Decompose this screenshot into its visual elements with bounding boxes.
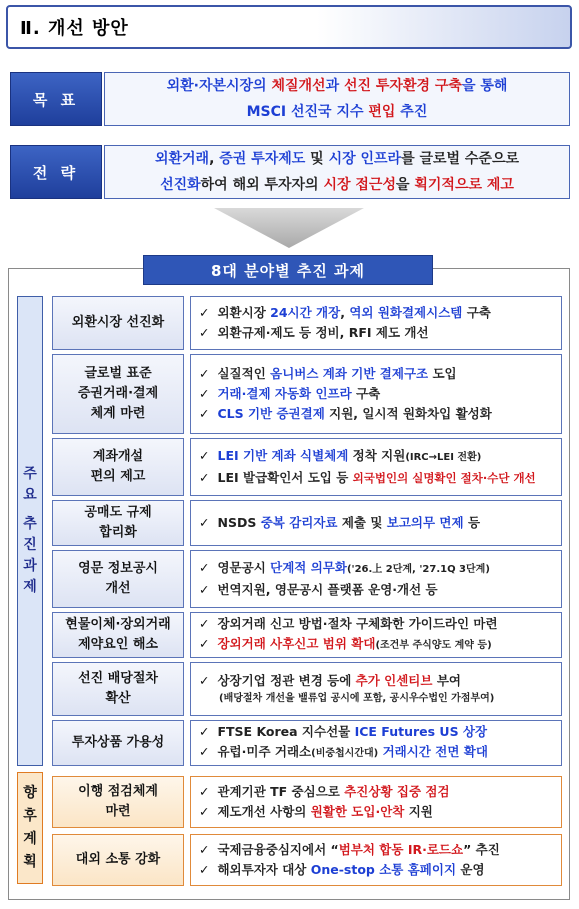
text-segment: 지원, 일시적 원화차입 활성화: [324, 406, 492, 421]
text-segment: 시장 접근성: [323, 177, 396, 193]
goal-text: [104, 72, 570, 126]
side-label-char: 주: [23, 466, 37, 482]
text-segment: 외환시장: [217, 305, 271, 320]
task-item-text: [217, 513, 480, 533]
check-mark-icon: ✓: [199, 724, 210, 739]
task-item: [199, 384, 561, 404]
task-category-line: 마련: [105, 804, 131, 819]
task-item: [199, 671, 561, 691]
task-item: [199, 802, 561, 822]
task-item-text: [217, 840, 499, 860]
text-segment: 추진상황 집중 점검: [344, 784, 450, 799]
task-items: [190, 720, 562, 766]
goal-line-2: [247, 99, 428, 125]
text-segment: 해외투자자 대상: [217, 862, 311, 877]
task-item: [199, 634, 561, 656]
task-category: [52, 612, 184, 658]
task-category: [52, 354, 184, 434]
task-item-text: [217, 580, 437, 600]
text-segment: 보고의무 면제: [386, 515, 464, 530]
text-segment: 구축: [462, 305, 491, 320]
task-item-text: [217, 404, 491, 424]
text-segment: MSCI 선진국 지수: [246, 104, 369, 120]
check-mark-icon: ✓: [199, 366, 210, 381]
side-label-char: 제: [23, 579, 37, 595]
task-item: [199, 513, 561, 533]
task-category: [52, 662, 184, 716]
text-segment: (조건부 주식양도 계약 등): [375, 640, 492, 651]
text-segment: 하여 해외 투자자의: [200, 177, 324, 193]
task-item: [199, 782, 561, 802]
text-segment: ,: [209, 151, 220, 167]
strategy-line-1: [155, 146, 519, 172]
check-mark-icon: ✓: [199, 582, 210, 597]
text-segment: 선진화: [160, 177, 201, 193]
section-header: [6, 5, 572, 49]
text-segment: 추진: [395, 104, 428, 120]
task-items: [190, 296, 562, 350]
task-item-text: [217, 558, 489, 580]
text-segment: 거래시간 전면 확대: [378, 744, 488, 759]
text-segment: ('26.上 2단계, '27.1Q 3단계): [346, 564, 490, 575]
task-item-text: [217, 384, 380, 404]
task-item: [199, 404, 561, 424]
task-item: [199, 323, 561, 343]
task-item-text: [217, 782, 449, 802]
task-category-line: 체계 마련: [90, 406, 146, 421]
side-label-future-plans: [17, 772, 43, 884]
text-segment: 를 글로벌 수준으로: [401, 151, 520, 167]
text-segment: (비중첩시간대): [311, 748, 379, 759]
side-label-char: 요: [23, 487, 37, 503]
task-item-text: [217, 802, 432, 822]
task-category-line: 글로벌 표준: [84, 366, 152, 381]
text-segment: 외환규제·제도 등 정비, RFI 제도 개선: [217, 325, 429, 340]
task-items: [190, 612, 562, 658]
text-segment: LEI 발급확인서 도입 등: [217, 470, 353, 485]
text-segment: 운영: [456, 862, 485, 877]
check-mark-icon: ✓: [199, 673, 210, 688]
task-category: [52, 500, 184, 546]
task-items: [190, 834, 562, 886]
side-label-char: 진: [23, 537, 37, 553]
text-segment: 실질적인: [217, 366, 271, 381]
side-label-char: 추: [23, 516, 37, 532]
task-item: [199, 580, 561, 600]
text-segment: 외국법인의 실명확인 절차·수단 개선: [352, 471, 536, 485]
task-item: [199, 303, 561, 323]
task-category: [52, 720, 184, 766]
task-item: [199, 840, 561, 860]
text-segment: 선진 투자환경 구축: [343, 78, 462, 94]
task-category-line: 증권거래·결제: [77, 386, 159, 401]
task-item-text: [217, 722, 487, 742]
task-item-text: [217, 671, 461, 691]
task-category-line: 이행 점검체계: [78, 784, 158, 799]
text-segment: 지원: [404, 804, 433, 819]
text-segment: One-stop 소통 홈페이지: [310, 862, 457, 877]
task-category-line: 영문 정보공시: [78, 561, 158, 576]
check-mark-icon: ✓: [199, 784, 210, 799]
goal-label: 목 표: [10, 72, 102, 126]
task-category-line: 외환시장 선진화: [71, 315, 165, 330]
side-label-char: [28, 506, 33, 514]
text-segment: 을: [395, 177, 415, 193]
task-category: [52, 776, 184, 828]
task-item-text: [217, 634, 491, 656]
side-label-char: 계: [23, 831, 37, 847]
text-segment: ” 추진: [463, 842, 500, 857]
check-mark-icon: ✓: [199, 636, 210, 651]
task-item-text: [217, 614, 497, 634]
task-item-text: [217, 446, 481, 468]
task-category-line: 제약요인 해소: [78, 637, 158, 652]
check-mark-icon: ✓: [199, 406, 210, 421]
text-segment: 24시간 개장: [270, 305, 341, 320]
task-item: [199, 614, 561, 634]
task-item-note: (배당절차 개선을 밸류업 공시에 포함, 공시우수법인 가점부여): [219, 693, 495, 704]
task-category-line: 공매도 규제: [84, 505, 152, 520]
task-category-line: 합리화: [99, 525, 137, 540]
task-category-line: 확산: [105, 691, 131, 706]
text-segment: 단계적 의무화: [270, 560, 347, 575]
text-segment: 제출 및: [337, 515, 387, 530]
goal-line-1: [167, 73, 508, 99]
side-label-main-tasks: [17, 296, 43, 766]
strategy-line-2: [160, 172, 514, 198]
task-item-text: [217, 468, 535, 488]
text-segment: 상장기업 정관 변경 등에: [217, 673, 356, 688]
text-segment: 획기적으로 제고: [414, 177, 514, 193]
text-segment: 편입: [368, 104, 396, 120]
side-label-char: 향: [23, 785, 37, 801]
task-item: [199, 558, 561, 580]
task-category-line: 선진 배당절차: [78, 671, 158, 686]
text-segment: 장외거래 사후신고 범위 확대: [217, 636, 376, 651]
task-category: [52, 296, 184, 350]
task-item: [199, 860, 561, 880]
task-category-line: 현물이체·장외거래: [65, 617, 171, 632]
text-segment: 거래·결제 자동화 인프라: [217, 386, 352, 401]
check-mark-icon: ✓: [199, 842, 210, 857]
text-segment: ICE Futures US 상장: [354, 724, 488, 739]
task-item: [199, 364, 561, 384]
text-segment: 추가 인센티브: [355, 673, 433, 688]
task-category-line: 대외 소통 강화: [75, 852, 161, 867]
text-segment: 등: [463, 515, 481, 530]
check-mark-icon: ✓: [199, 616, 210, 631]
check-mark-icon: ✓: [199, 448, 210, 463]
text-segment: 정착 지원: [348, 448, 406, 463]
task-item: [199, 722, 561, 742]
text-segment: CLS 기반 증권결제: [217, 406, 325, 421]
text-segment: 외환거래: [154, 151, 210, 167]
check-mark-icon: ✓: [199, 386, 210, 401]
text-segment: 과: [325, 78, 344, 94]
check-mark-icon: ✓: [199, 305, 210, 320]
check-mark-icon: ✓: [199, 470, 210, 485]
text-segment: ,: [340, 305, 350, 320]
task-category-line: 개선: [105, 581, 131, 596]
text-segment: 관계기관 TF 중심으로: [217, 784, 345, 799]
task-item-text: [217, 323, 428, 343]
task-item-text: [217, 742, 487, 764]
text-segment: 영문공시: [217, 560, 271, 575]
task-item-text: [217, 860, 484, 880]
check-mark-icon: ✓: [199, 862, 210, 877]
task-item-text: [217, 303, 490, 323]
side-label-char: 과: [23, 558, 37, 574]
side-label-char: 획: [23, 854, 37, 870]
task-items: [190, 500, 562, 546]
task-items: [190, 354, 562, 434]
text-segment: FTSE Korea 지수선물: [217, 724, 355, 739]
check-mark-icon: ✓: [199, 804, 210, 819]
text-segment: 및: [305, 151, 329, 167]
text-segment: 외환·자본시장의: [166, 78, 272, 94]
task-category-line: 편의 제고: [90, 469, 146, 484]
check-mark-icon: ✓: [199, 515, 210, 530]
check-mark-icon: ✓: [199, 560, 210, 575]
text-segment: 원활한 도입·안착: [310, 804, 405, 819]
text-segment: 중복 감리자료: [260, 515, 338, 530]
task-items: [190, 438, 562, 496]
task-item: [199, 446, 561, 468]
text-segment: 번역지원, 영문공시 플랫폼 운영·개선 등: [217, 582, 438, 597]
text-segment: NSDS: [217, 515, 261, 530]
check-mark-icon: ✓: [199, 325, 210, 340]
task-item: [199, 468, 561, 488]
task-items: [190, 662, 562, 716]
task-item: [199, 742, 561, 764]
section-title: Ⅱ. 개선 방안: [20, 18, 129, 39]
text-segment: 증권 투자제도: [219, 151, 306, 167]
task-category-line: 투자상품 가용성: [71, 735, 165, 750]
text-segment: 옴니버스 계좌 기반 결제구조: [270, 366, 429, 381]
text-segment: 체질개선: [271, 78, 326, 94]
text-segment: 구축: [351, 386, 381, 401]
task-category-line: 계좌개설: [92, 449, 144, 464]
text-segment: 부여: [432, 673, 461, 688]
text-segment: LEI 기반 계좌 식별체계: [217, 448, 349, 463]
task-items: [190, 550, 562, 608]
down-arrow-icon: [214, 208, 364, 248]
text-segment: 시장 인프라: [328, 151, 402, 167]
task-items: [190, 776, 562, 828]
tasks-title: 8대 분야별 추진 과제: [143, 255, 433, 285]
text-segment: 장외거래 신고 방법·절차 구체화한 가이드라인 마련: [217, 616, 498, 631]
side-label-char: 후: [23, 808, 37, 824]
text-segment: 도입: [428, 366, 457, 381]
strategy-label: 전 략: [10, 145, 102, 199]
text-segment: 역외 원화결제시스템: [349, 305, 463, 320]
text-segment: 유럽·미주 거래소: [217, 744, 312, 759]
task-category: [52, 438, 184, 496]
text-segment: 범부처 합동 IR·로드쇼: [338, 842, 464, 857]
text-segment: 제도개선 사항의: [217, 804, 311, 819]
task-item-text: [217, 364, 456, 384]
text-segment: 국제금융중심지에서 “: [217, 842, 339, 857]
check-mark-icon: ✓: [199, 744, 210, 759]
task-category: [52, 550, 184, 608]
strategy-text: [104, 145, 570, 199]
text-segment: 을 통해: [461, 78, 508, 94]
task-category: [52, 834, 184, 886]
text-segment: (IRC→LEI 전환): [405, 452, 482, 463]
